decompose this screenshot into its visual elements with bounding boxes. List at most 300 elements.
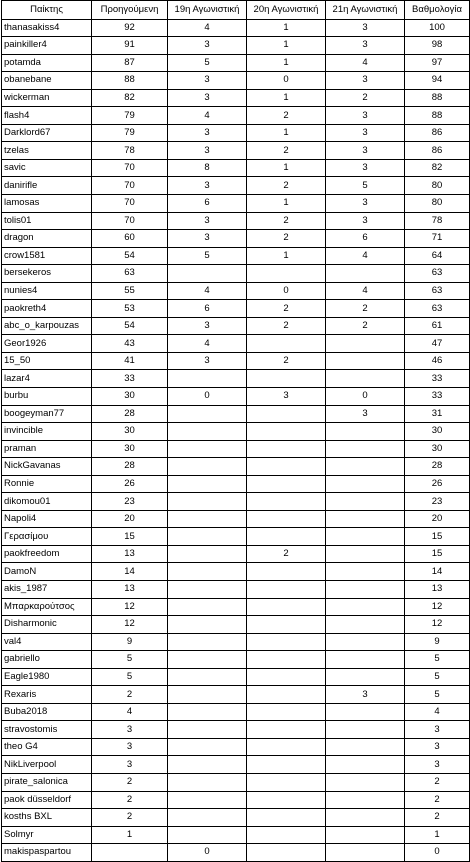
previous-cell — [92, 844, 168, 862]
previous-cell: 9 — [92, 633, 168, 651]
table-row — [2, 633, 470, 651]
table-row — [2, 756, 470, 774]
round-19-cell — [168, 581, 247, 599]
round-19-cell — [168, 493, 247, 511]
previous-cell: 3 — [92, 756, 168, 774]
previous-cell: 41 — [92, 352, 168, 370]
round-21-cell — [326, 458, 405, 476]
player-cell: burbu — [2, 387, 92, 405]
round-19-cell — [168, 528, 247, 546]
table-row — [2, 581, 470, 599]
previous-cell: 30 — [92, 387, 168, 405]
round-20-cell: 1 — [247, 89, 326, 107]
previous-cell: 12 — [92, 616, 168, 634]
round-19-cell — [168, 756, 247, 774]
table-row — [2, 616, 470, 634]
previous-cell: 70 — [92, 159, 168, 177]
round-20-cell — [247, 633, 326, 651]
player-cell: NickGavanas — [2, 458, 92, 476]
total-cell: 64 — [405, 247, 470, 265]
round-20-cell: 2 — [247, 107, 326, 125]
player-cell: praman — [2, 440, 92, 458]
player-cell: Buba2018 — [2, 703, 92, 721]
total-cell: 4 — [405, 703, 470, 721]
player-cell: dragon — [2, 230, 92, 248]
round-20-cell: 1 — [247, 19, 326, 37]
round-21-cell — [326, 721, 405, 739]
total-cell: 3 — [405, 721, 470, 739]
total-cell: 86 — [405, 142, 470, 160]
round-20-cell — [247, 826, 326, 844]
round-19-cell: 3 — [168, 212, 247, 230]
round-21-cell: 4 — [326, 247, 405, 265]
round-19-cell: 4 — [168, 107, 247, 125]
round-21-cell — [326, 545, 405, 563]
total-cell: 71 — [405, 230, 470, 248]
round-19-cell: 3 — [168, 89, 247, 107]
previous-cell: 55 — [92, 282, 168, 300]
player-cell: NikLiverpool — [2, 756, 92, 774]
previous-cell: 20 — [92, 510, 168, 528]
round-20-cell: 1 — [247, 54, 326, 72]
round-19-cell: 6 — [168, 194, 247, 212]
player-cell: Ronnie — [2, 475, 92, 493]
total-cell: 61 — [405, 317, 470, 335]
player-cell: wickerman — [2, 89, 92, 107]
player-cell: DamoN — [2, 563, 92, 581]
table-row — [2, 510, 470, 528]
previous-cell: 2 — [92, 809, 168, 827]
table-header — [2, 1, 470, 20]
total-cell: 20 — [405, 510, 470, 528]
table-row — [2, 440, 470, 458]
table-row — [2, 159, 470, 177]
player-cell: danirifle — [2, 177, 92, 195]
round-21-cell — [326, 774, 405, 792]
round-20-cell — [247, 563, 326, 581]
round-21-cell — [326, 563, 405, 581]
table-row — [2, 177, 470, 195]
table-row — [2, 37, 470, 55]
total-cell: 26 — [405, 475, 470, 493]
table-row — [2, 528, 470, 546]
player-cell: paokreth4 — [2, 300, 92, 318]
table-row — [2, 352, 470, 370]
round-20-cell: 2 — [247, 230, 326, 248]
round-20-cell — [247, 844, 326, 862]
player-cell: Geor1926 — [2, 335, 92, 353]
total-cell: 1 — [405, 826, 470, 844]
round-19-cell: 8 — [168, 159, 247, 177]
total-cell: 30 — [405, 440, 470, 458]
round-19-cell: 5 — [168, 54, 247, 72]
round-21-cell: 3 — [326, 212, 405, 230]
round-20-cell — [247, 756, 326, 774]
header-round-20: 20η Αγωνιστική — [247, 1, 326, 20]
round-21-cell — [326, 335, 405, 353]
round-20-cell — [247, 651, 326, 669]
total-cell: 5 — [405, 651, 470, 669]
player-cell: obanebane — [2, 72, 92, 90]
round-21-cell: 4 — [326, 282, 405, 300]
round-19-cell — [168, 545, 247, 563]
round-20-cell: 2 — [247, 317, 326, 335]
round-19-cell: 4 — [168, 335, 247, 353]
round-21-cell — [326, 581, 405, 599]
previous-cell: 2 — [92, 791, 168, 809]
table-row — [2, 282, 470, 300]
total-cell: 3 — [405, 738, 470, 756]
table-row — [2, 563, 470, 581]
table-row — [2, 300, 470, 318]
round-21-cell — [326, 809, 405, 827]
round-19-cell — [168, 668, 247, 686]
player-cell: abc_o_karpouzas — [2, 317, 92, 335]
previous-cell: 70 — [92, 177, 168, 195]
round-19-cell — [168, 633, 247, 651]
player-cell: Napoli4 — [2, 510, 92, 528]
round-21-cell: 5 — [326, 177, 405, 195]
previous-cell: 3 — [92, 721, 168, 739]
round-21-cell: 0 — [326, 387, 405, 405]
table-row — [2, 721, 470, 739]
player-cell: kosths BXL — [2, 809, 92, 827]
total-cell: 88 — [405, 107, 470, 125]
round-19-cell: 0 — [168, 844, 247, 862]
round-19-cell — [168, 738, 247, 756]
player-cell: thanasakiss4 — [2, 19, 92, 37]
round-21-cell: 2 — [326, 89, 405, 107]
total-cell: 14 — [405, 563, 470, 581]
round-20-cell — [247, 423, 326, 441]
player-cell: makispaspartou — [2, 844, 92, 862]
table-row — [2, 89, 470, 107]
previous-cell: 13 — [92, 545, 168, 563]
total-cell: 13 — [405, 581, 470, 599]
round-21-cell: 3 — [326, 686, 405, 704]
table-row — [2, 774, 470, 792]
total-cell: 30 — [405, 423, 470, 441]
round-20-cell — [247, 265, 326, 283]
header-total: Βαθμολογία — [405, 1, 470, 20]
round-21-cell: 3 — [326, 124, 405, 142]
total-cell: 86 — [405, 124, 470, 142]
total-cell: 47 — [405, 335, 470, 353]
previous-cell: 78 — [92, 142, 168, 160]
total-cell: 28 — [405, 458, 470, 476]
round-21-cell — [326, 844, 405, 862]
round-21-cell — [326, 826, 405, 844]
previous-cell: 30 — [92, 440, 168, 458]
round-19-cell — [168, 703, 247, 721]
round-21-cell — [326, 633, 405, 651]
previous-cell: 13 — [92, 581, 168, 599]
previous-cell: 12 — [92, 598, 168, 616]
player-cell: gabriello — [2, 651, 92, 669]
round-21-cell: 3 — [326, 142, 405, 160]
round-20-cell — [247, 475, 326, 493]
round-20-cell — [247, 458, 326, 476]
round-19-cell — [168, 423, 247, 441]
previous-cell: 5 — [92, 651, 168, 669]
round-20-cell: 2 — [247, 177, 326, 195]
round-21-cell: 3 — [326, 107, 405, 125]
round-20-cell — [247, 686, 326, 704]
player-cell: akis_1987 — [2, 581, 92, 599]
total-cell: 46 — [405, 352, 470, 370]
player-cell: val4 — [2, 633, 92, 651]
table-row — [2, 107, 470, 125]
player-cell: lamosas — [2, 194, 92, 212]
round-20-cell — [247, 809, 326, 827]
round-20-cell — [247, 370, 326, 388]
table-row — [2, 686, 470, 704]
table-row — [2, 703, 470, 721]
round-20-cell — [247, 703, 326, 721]
round-20-cell — [247, 598, 326, 616]
previous-cell: 63 — [92, 265, 168, 283]
previous-cell: 82 — [92, 89, 168, 107]
round-21-cell — [326, 598, 405, 616]
total-cell: 97 — [405, 54, 470, 72]
round-19-cell: 5 — [168, 247, 247, 265]
total-cell: 80 — [405, 177, 470, 195]
round-19-cell — [168, 809, 247, 827]
total-cell: 82 — [405, 159, 470, 177]
total-cell: 0 — [405, 844, 470, 862]
table-row — [2, 230, 470, 248]
total-cell: 12 — [405, 598, 470, 616]
round-21-cell — [326, 423, 405, 441]
round-21-cell — [326, 528, 405, 546]
round-19-cell: 0 — [168, 387, 247, 405]
previous-cell: 23 — [92, 493, 168, 511]
previous-cell: 79 — [92, 107, 168, 125]
table-row — [2, 423, 470, 441]
table-row — [2, 475, 470, 493]
previous-cell: 54 — [92, 247, 168, 265]
round-20-cell: 0 — [247, 282, 326, 300]
round-21-cell — [326, 493, 405, 511]
round-20-cell: 1 — [247, 124, 326, 142]
player-cell: theo G4 — [2, 738, 92, 756]
total-cell: 33 — [405, 387, 470, 405]
total-cell: 2 — [405, 774, 470, 792]
previous-cell: 2 — [92, 686, 168, 704]
round-20-cell: 1 — [247, 247, 326, 265]
player-cell: crow1581 — [2, 247, 92, 265]
player-cell: Γερασίμου — [2, 528, 92, 546]
round-19-cell: 3 — [168, 142, 247, 160]
round-21-cell — [326, 440, 405, 458]
round-20-cell: 2 — [247, 545, 326, 563]
header-row — [2, 1, 470, 20]
player-cell: Darklord67 — [2, 124, 92, 142]
round-19-cell — [168, 370, 247, 388]
round-21-cell — [326, 756, 405, 774]
round-21-cell — [326, 616, 405, 634]
table-row — [2, 124, 470, 142]
round-19-cell — [168, 265, 247, 283]
total-cell: 33 — [405, 370, 470, 388]
previous-cell: 70 — [92, 194, 168, 212]
table-row — [2, 387, 470, 405]
player-cell: Rexaris — [2, 686, 92, 704]
round-20-cell: 1 — [247, 159, 326, 177]
round-20-cell — [247, 668, 326, 686]
round-20-cell: 2 — [247, 212, 326, 230]
table-row — [2, 458, 470, 476]
total-cell: 2 — [405, 791, 470, 809]
previous-cell: 88 — [92, 72, 168, 90]
total-cell: 15 — [405, 545, 470, 563]
round-19-cell — [168, 563, 247, 581]
table-row — [2, 247, 470, 265]
player-cell: dikomou01 — [2, 493, 92, 511]
round-20-cell — [247, 616, 326, 634]
table-row — [2, 72, 470, 90]
round-20-cell — [247, 581, 326, 599]
player-cell: 15_50 — [2, 352, 92, 370]
previous-cell: 4 — [92, 703, 168, 721]
round-21-cell — [326, 352, 405, 370]
round-20-cell: 1 — [247, 194, 326, 212]
round-20-cell: 2 — [247, 142, 326, 160]
previous-cell: 26 — [92, 475, 168, 493]
table-row — [2, 809, 470, 827]
table-row — [2, 545, 470, 563]
player-cell: tzelas — [2, 142, 92, 160]
round-19-cell — [168, 686, 247, 704]
previous-cell: 3 — [92, 738, 168, 756]
round-20-cell — [247, 405, 326, 423]
previous-cell: 53 — [92, 300, 168, 318]
previous-cell: 30 — [92, 423, 168, 441]
round-21-cell: 3 — [326, 194, 405, 212]
round-19-cell — [168, 598, 247, 616]
round-21-cell — [326, 265, 405, 283]
total-cell: 31 — [405, 405, 470, 423]
previous-cell: 1 — [92, 826, 168, 844]
header-previous: Προηγούμενη — [92, 1, 168, 20]
round-20-cell: 0 — [247, 72, 326, 90]
player-cell: Eagle1980 — [2, 668, 92, 686]
total-cell: 100 — [405, 19, 470, 37]
table-row — [2, 738, 470, 756]
total-cell: 63 — [405, 265, 470, 283]
table-row — [2, 335, 470, 353]
header-round-21: 21η Αγωνιστική — [326, 1, 405, 20]
round-19-cell — [168, 405, 247, 423]
round-20-cell: 3 — [247, 387, 326, 405]
round-19-cell — [168, 510, 247, 528]
player-cell: savic — [2, 159, 92, 177]
previous-cell: 28 — [92, 458, 168, 476]
round-21-cell: 2 — [326, 300, 405, 318]
round-21-cell — [326, 475, 405, 493]
round-19-cell: 3 — [168, 230, 247, 248]
round-21-cell — [326, 738, 405, 756]
round-21-cell: 3 — [326, 19, 405, 37]
table-row — [2, 826, 470, 844]
round-20-cell — [247, 335, 326, 353]
round-19-cell: 3 — [168, 352, 247, 370]
total-cell: 12 — [405, 616, 470, 634]
round-21-cell — [326, 510, 405, 528]
player-cell: lazar4 — [2, 370, 92, 388]
total-cell: 88 — [405, 89, 470, 107]
player-cell: Solmyr — [2, 826, 92, 844]
total-cell: 78 — [405, 212, 470, 230]
round-19-cell — [168, 721, 247, 739]
previous-cell: 70 — [92, 212, 168, 230]
previous-cell: 28 — [92, 405, 168, 423]
header-player: Παίκτης — [2, 1, 92, 20]
round-19-cell: 4 — [168, 282, 247, 300]
table-body — [2, 19, 470, 861]
table-row — [2, 668, 470, 686]
round-21-cell: 3 — [326, 72, 405, 90]
previous-cell: 54 — [92, 317, 168, 335]
total-cell: 15 — [405, 528, 470, 546]
previous-cell: 33 — [92, 370, 168, 388]
total-cell: 23 — [405, 493, 470, 511]
round-19-cell — [168, 475, 247, 493]
player-cell: nunies4 — [2, 282, 92, 300]
round-20-cell: 1 — [247, 37, 326, 55]
player-cell: Disharmonic — [2, 616, 92, 634]
player-cell: bersekeros — [2, 265, 92, 283]
player-cell: paok düsseldorf — [2, 791, 92, 809]
player-cell: invincible — [2, 423, 92, 441]
previous-cell: 92 — [92, 19, 168, 37]
round-19-cell — [168, 616, 247, 634]
round-19-cell: 3 — [168, 177, 247, 195]
table-row — [2, 194, 470, 212]
player-cell: tolis01 — [2, 212, 92, 230]
total-cell: 94 — [405, 72, 470, 90]
round-20-cell — [247, 440, 326, 458]
total-cell: 63 — [405, 282, 470, 300]
table-row — [2, 651, 470, 669]
round-19-cell — [168, 458, 247, 476]
round-20-cell — [247, 510, 326, 528]
previous-cell: 79 — [92, 124, 168, 142]
table-row — [2, 598, 470, 616]
round-21-cell: 4 — [326, 54, 405, 72]
table-row — [2, 844, 470, 862]
round-21-cell: 2 — [326, 317, 405, 335]
round-19-cell — [168, 651, 247, 669]
previous-cell: 14 — [92, 563, 168, 581]
round-21-cell — [326, 668, 405, 686]
round-21-cell: 3 — [326, 405, 405, 423]
previous-cell: 15 — [92, 528, 168, 546]
table-row — [2, 493, 470, 511]
round-21-cell — [326, 703, 405, 721]
round-19-cell: 6 — [168, 300, 247, 318]
table-row — [2, 405, 470, 423]
player-cell: paokfreedom — [2, 545, 92, 563]
total-cell: 63 — [405, 300, 470, 318]
previous-cell: 43 — [92, 335, 168, 353]
total-cell: 5 — [405, 686, 470, 704]
player-cell: stravostomis — [2, 721, 92, 739]
previous-cell: 2 — [92, 774, 168, 792]
total-cell: 9 — [405, 633, 470, 651]
header-round-19: 19η Αγωνιστική — [168, 1, 247, 20]
table-row — [2, 54, 470, 72]
